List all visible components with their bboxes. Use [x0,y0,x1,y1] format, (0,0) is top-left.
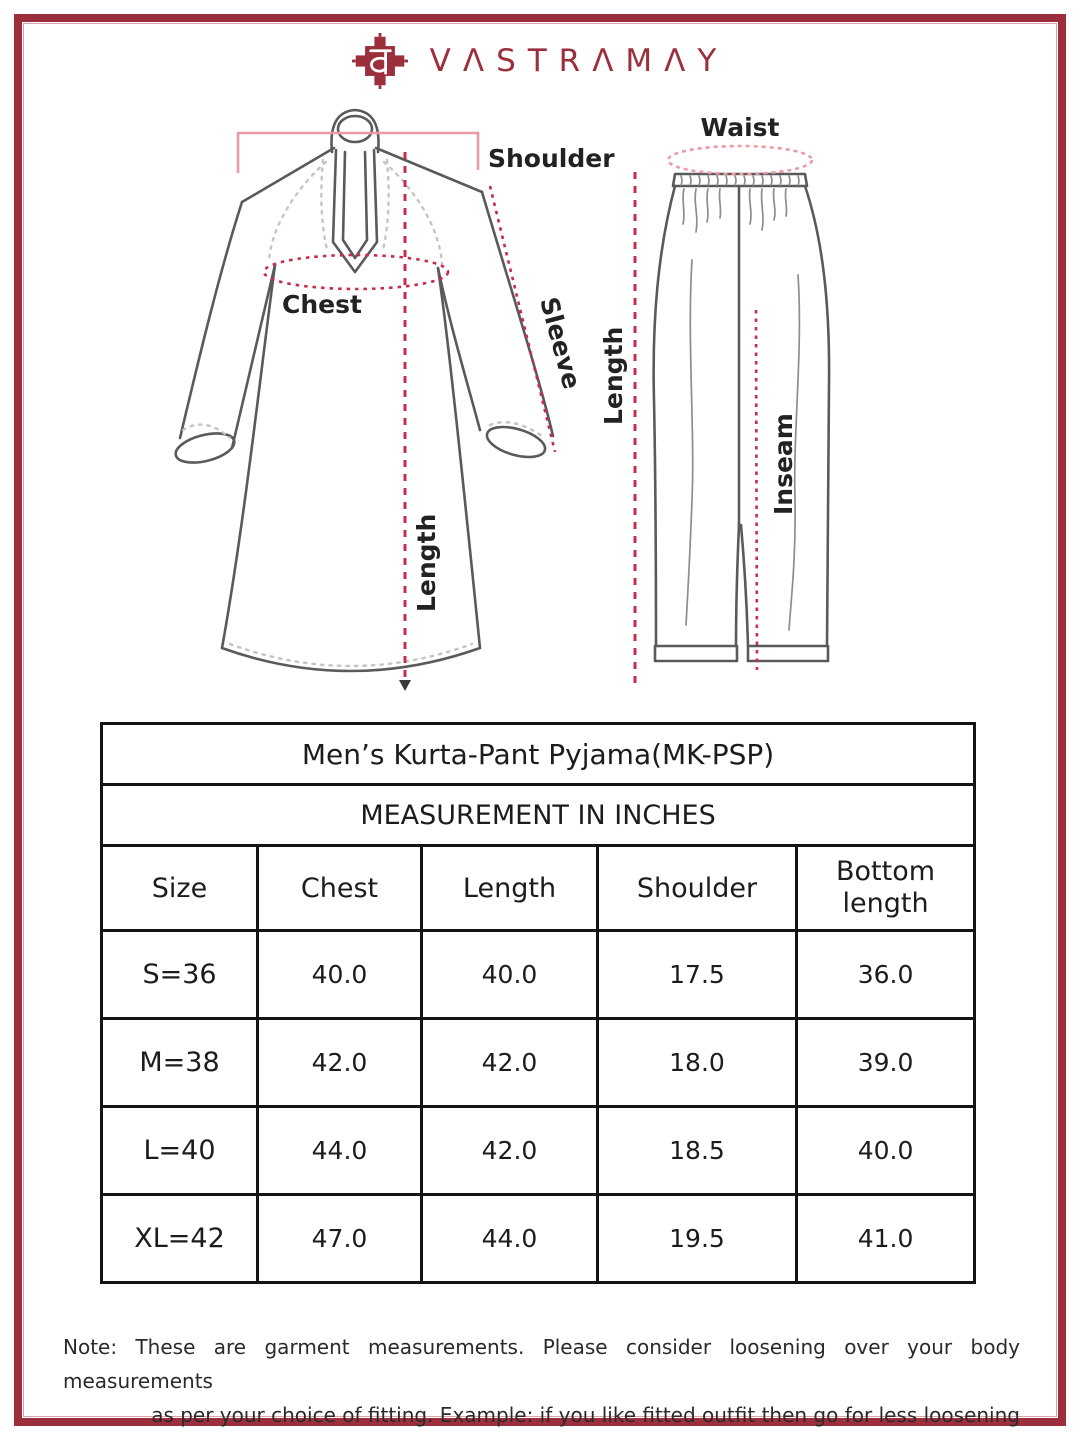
measurement-cell: 42.0 [422,1107,598,1195]
pyjama-waist-label: Waist [700,113,780,142]
pyjama-right-cuff [748,646,828,661]
pyjama-length-label: Length [599,326,628,425]
measurement-cell: 18.0 [598,1019,797,1107]
pyjama-inseam-label: Inseam [769,413,798,515]
measurement-cell: 17.5 [598,931,797,1019]
note-line-2: as per your choice of fitting. Example: if you like fitted outfit then go for less loosening [151,1403,1020,1427]
size-cell: XL=42 [102,1195,258,1283]
measurement-note [63,1330,1020,1432]
waist-measure-ellipse [668,146,812,174]
table-title-row [102,724,975,785]
pyjama-elastic-squiggles [681,176,799,185]
kurta-left-sleeve [180,202,242,438]
measurement-cell: 39.0 [797,1019,975,1107]
measurement-cell: 42.0 [422,1019,598,1107]
kurta-body-right [438,268,480,648]
measurement-cell: 44.0 [258,1107,422,1195]
kurta-body-left [222,265,275,648]
table-header-row [102,846,975,931]
shoulder-measure-bracket [238,133,478,173]
size-cell: S=36 [102,931,258,1019]
column-header-length: Length [422,846,598,931]
kurta-right-armhole-stitch [384,162,442,264]
kurta-hem [222,648,480,671]
length-arrowhead [399,680,411,691]
table-row [102,1107,975,1195]
pyjama-waistband [673,174,807,186]
kurta-left-cuff [173,428,238,468]
kurta-right-cuff [484,421,549,463]
column-header-size: Size [102,846,258,931]
kurta-sleeve-label: Sleeve [534,294,587,393]
measurement-cell: 40.0 [797,1107,975,1195]
table-title: Men’s Kurta-Pant Pyjama(MK-PSP) [102,724,975,785]
table-subtitle: MEASUREMENT IN INCHES [102,785,975,846]
inseam-measure-line [756,310,757,670]
measurement-cell: 40.0 [422,931,598,1019]
kurta-placket [333,150,377,272]
table-row [102,1019,975,1107]
measurement-cell: 36.0 [797,931,975,1019]
measurement-cell: 42.0 [258,1019,422,1107]
pyjama-left-wrinkle [686,260,693,625]
measurement-cell: 41.0 [797,1195,975,1283]
measurement-cell: 47.0 [258,1195,422,1283]
pyjama-right-outer [805,186,829,646]
column-header-bottom-length: Bottom length [797,846,975,931]
kurta-length-label: Length [412,513,441,612]
measurement-diagrams [0,96,1080,726]
devanagari-va-monogram-icon [352,33,408,89]
kurta-chest-label: Chest [282,290,362,319]
table-subtitle-row [102,785,975,846]
size-cell: M=38 [102,1019,258,1107]
size-measurement-table [100,722,976,1284]
measurement-cell: 18.5 [598,1107,797,1195]
measurement-cell: 44.0 [422,1195,598,1283]
size-cell: L=40 [102,1107,258,1195]
table-row [102,931,975,1019]
table-body [102,931,975,1283]
brand-header [0,33,1080,89]
measurement-cell: 19.5 [598,1195,797,1283]
kurta-diagram [150,100,620,722]
pyjama-left-cuff [655,646,737,661]
column-header-chest: Chest [258,846,422,931]
pyjama-left-outer [654,186,675,646]
column-header-shoulder: Shoulder [598,846,797,931]
measurement-cell: 40.0 [258,931,422,1019]
kurta-shoulder-label: Shoulder [488,144,615,173]
kurta-left-armhole-stitch [269,162,326,262]
note-line-1: Note: These are garment measurements. Please consider loosening over your body measurements [63,1335,1020,1393]
brand-wordmark: VΛSTRΛMΛY [429,43,729,79]
pyjama-diagram [580,100,880,722]
table-row [102,1195,975,1283]
